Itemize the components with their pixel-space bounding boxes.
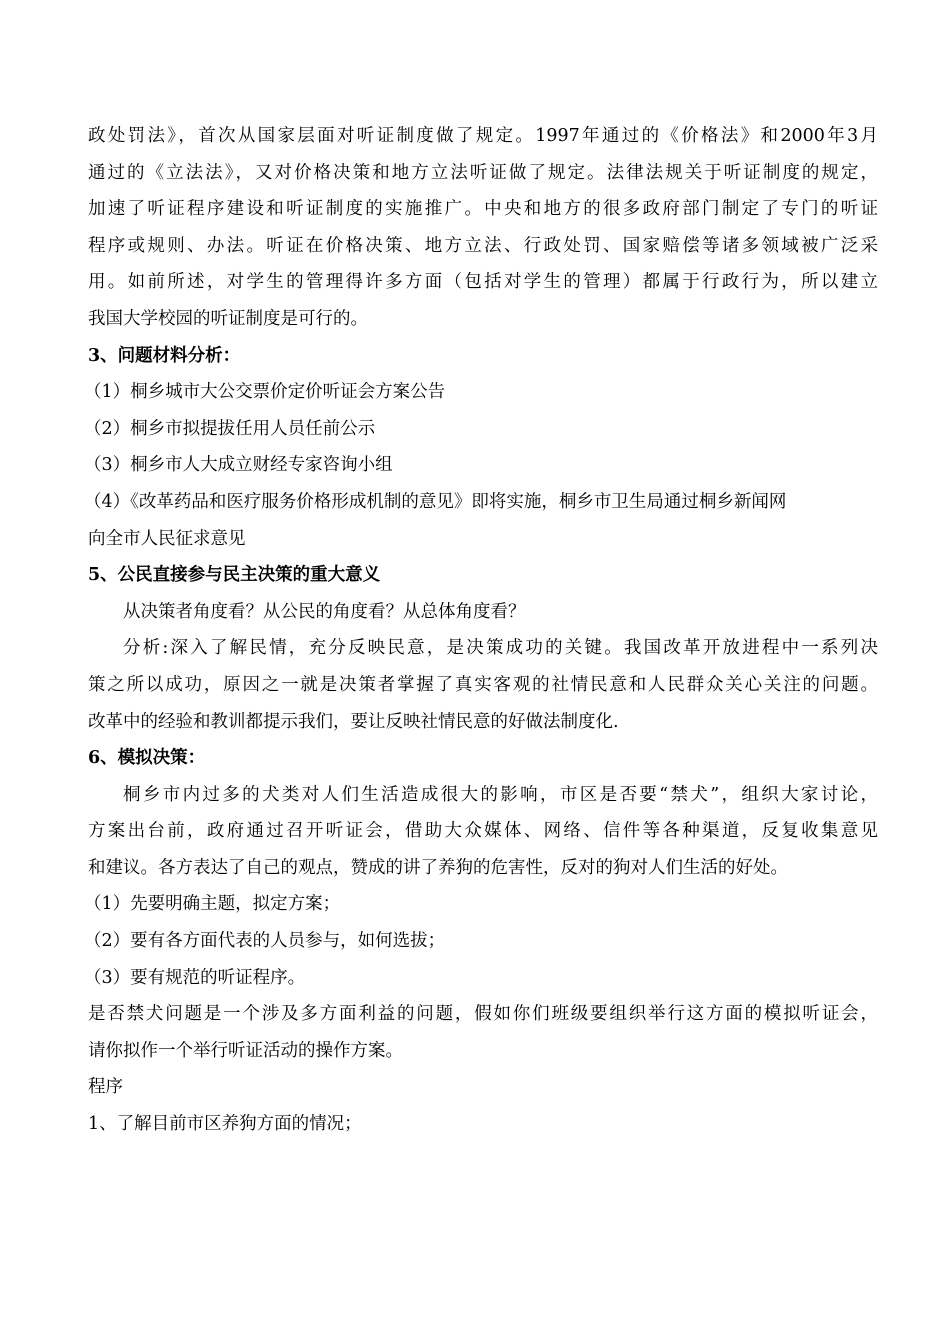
- paragraph-line: 方案出台前，政府通过召开听证会，借助大众媒体、网络、信件等各种渠道，反复收集意见: [88, 821, 878, 842]
- paragraph-line: 是否禁犬问题是一个涉及多方面利益的问题，假如你们班级要组织举行这方面的模拟听证会，: [88, 1004, 878, 1025]
- paragraph-line: 向全市人民征求意见: [88, 528, 246, 549]
- paragraph-line: 和建议。各方表达了自己的观点，赞成的讲了养狗的危害性，反对的狗对人们生活的好处。: [88, 857, 788, 878]
- list-item: （2）要有各方面代表的人员参与，如何选拔；: [84, 931, 446, 952]
- paragraph-line: 程序: [88, 1077, 123, 1098]
- list-item: （4）《改革药品和医疗服务价格形成机制的意见》即将实施，桐乡市卫生局通过桐乡新闻网: [84, 491, 787, 512]
- paragraph-line: 分析:深入了解民情，充分反映民意，是决策成功的关键。我国改革开放进程中一系列决: [123, 638, 878, 659]
- paragraph-line: 加速了听证程序建设和听证制度的实施推广。中央和地方的很多政府部门制定了专门的听证: [88, 199, 878, 220]
- section-heading-3: 3、问题材料分析：: [88, 345, 241, 366]
- list-item: （3）桐乡市人大成立财经专家咨询小组: [84, 455, 393, 476]
- section-heading-6: 6、模拟决策：: [88, 748, 206, 769]
- paragraph-line: 程序或规则、办法。听证在价格决策、地方立法、行政处罚、国家赔偿等诸多领域被广泛采: [88, 235, 878, 256]
- paragraph-line: 策之所以成功，原因之一就是决策者掌握了真实客观的社情民意和人民群众关心关注的问题。: [88, 674, 878, 695]
- paragraph-line: 我国大学校园的听证制度是可行的。: [88, 308, 368, 329]
- paragraph-line: 从决策者角度看？从公民的角度看？从总体角度看？: [123, 601, 526, 622]
- paragraph-line: 通过的《立法法》，又对价格决策和地方立法听证做了规定。法律法规关于听证制度的规定，: [88, 162, 878, 183]
- list-item: （1）桐乡城市大公交票价定价听证会方案公告: [84, 382, 446, 403]
- paragraph-line: 政处罚法》，首次从国家层面对听证制度做了规定。1997年通过的《价格法》和2000年3月: [88, 126, 878, 146]
- list-item: （2）桐乡市拟提拔任用人员任前公示: [84, 418, 376, 439]
- paragraph-line: 改革中的经验和教训都提示我们，要让反映社情民意的好做法制度化.: [88, 711, 619, 732]
- paragraph-line: 请你拟作一个举行听证活动的操作方案。: [88, 1040, 403, 1061]
- paragraph-line: 用。如前所述，对学生的管理得许多方面（包括对学生的管理）都属于行政行为，所以建立: [88, 272, 878, 293]
- section-heading-5: 5、公民直接参与民主决策的重大意义: [88, 565, 381, 586]
- paragraph-line: 1、了解目前市区养狗方面的情况；: [88, 1114, 362, 1135]
- paragraph-line: 桐乡市内过多的犬类对人们生活造成很大的影响，市区是否要“禁犬”，组织大家讨论，: [123, 784, 878, 805]
- document-page: [84, 118, 878, 1143]
- list-item: （3）要有规范的听证程序。: [84, 967, 306, 988]
- list-item: （1）先要明确主题，拟定方案；: [84, 894, 341, 915]
